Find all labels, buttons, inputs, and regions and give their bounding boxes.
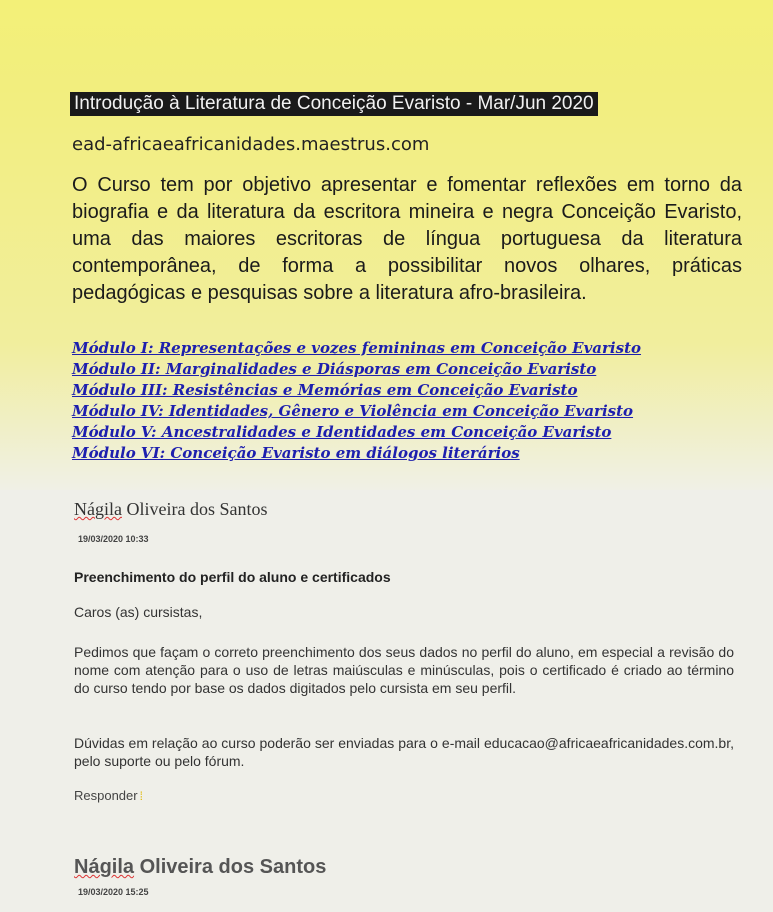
module-list-item — [72, 422, 732, 443]
reply-label: Responder — [74, 788, 138, 803]
post-author-first-name: Nágila — [74, 499, 122, 519]
post-paragraph: Pedimos que façam o correto preenchimento dos seus dados no perfil do aluno, em especial a revisão do nome com atenção para o uso de letras maiúsculas e minúsculas, pois o certificado é criado ao término do curso tendo por base os dados digitados pelo cursista em seu perfil. — [74, 644, 734, 696]
module-link-3[interactable]: Módulo III: Resistências e Memórias em Conceição Evaristo — [72, 381, 578, 399]
post-author-first-name: Nágila — [74, 856, 135, 878]
text-cursor-icon: ⁞ — [139, 789, 143, 803]
module-list-item — [72, 380, 732, 401]
module-list-item — [72, 401, 732, 422]
module-list-item — [72, 338, 732, 359]
post-author-surname: Oliveira dos Santos — [134, 856, 327, 878]
reply-link[interactable] — [74, 788, 143, 803]
module-link-6[interactable]: Módulo VI: Conceição Evaristo em diálogos literários — [72, 444, 520, 462]
post-subject: Preenchimento do perfil do aluno e certificados — [74, 569, 391, 585]
post-author — [74, 856, 326, 879]
course-title: Introdução à Literatura de Conceição Evaristo - Mar/Jun 2020 — [70, 92, 598, 116]
course-description: O Curso tem por objetivo apresentar e fomentar reflexões em torno da biografia e da literatura da escritora mineira e negra Conceição Evaristo, uma das maiores escritoras de língua portuguesa da literatura contemporânea, de forma a possibilitar novos olhares, práticas pedagógicas e pesquisas sobre a literatura afro-brasileira. — [72, 174, 742, 304]
module-list-item — [72, 443, 732, 464]
module-link-4[interactable]: Módulo IV: Identidades, Gênero e Violência em Conceição Evaristo — [72, 402, 634, 420]
module-list-item — [72, 359, 732, 380]
module-list — [72, 338, 732, 464]
module-link-5[interactable]: Módulo V: Ancestralidades e Identidades em Conceição Evaristo — [72, 423, 612, 441]
post-greeting: Caros (as) cursistas, — [74, 604, 203, 620]
course-site-url[interactable]: ead-africaeafricanidades.maestrus.com — [72, 134, 430, 155]
module-link-1[interactable]: Módulo I: Representações e vozes femininas em Conceição Evaristo — [72, 339, 642, 357]
module-link-2[interactable]: Módulo II: Marginalidades e Diásporas em Conceição Evaristo — [72, 360, 597, 378]
post-author — [74, 499, 267, 520]
post-paragraph: Dúvidas em relação ao curso poderão ser enviadas para o e-mail educacao@africaeafricanidades.com.br, pelo suporte ou pelo fórum. — [74, 735, 734, 769]
post-date: 19/03/2020 15:25 — [78, 887, 149, 897]
post-date: 19/03/2020 10:33 — [78, 534, 149, 544]
post-author-surname: Oliveira dos Santos — [121, 499, 268, 519]
